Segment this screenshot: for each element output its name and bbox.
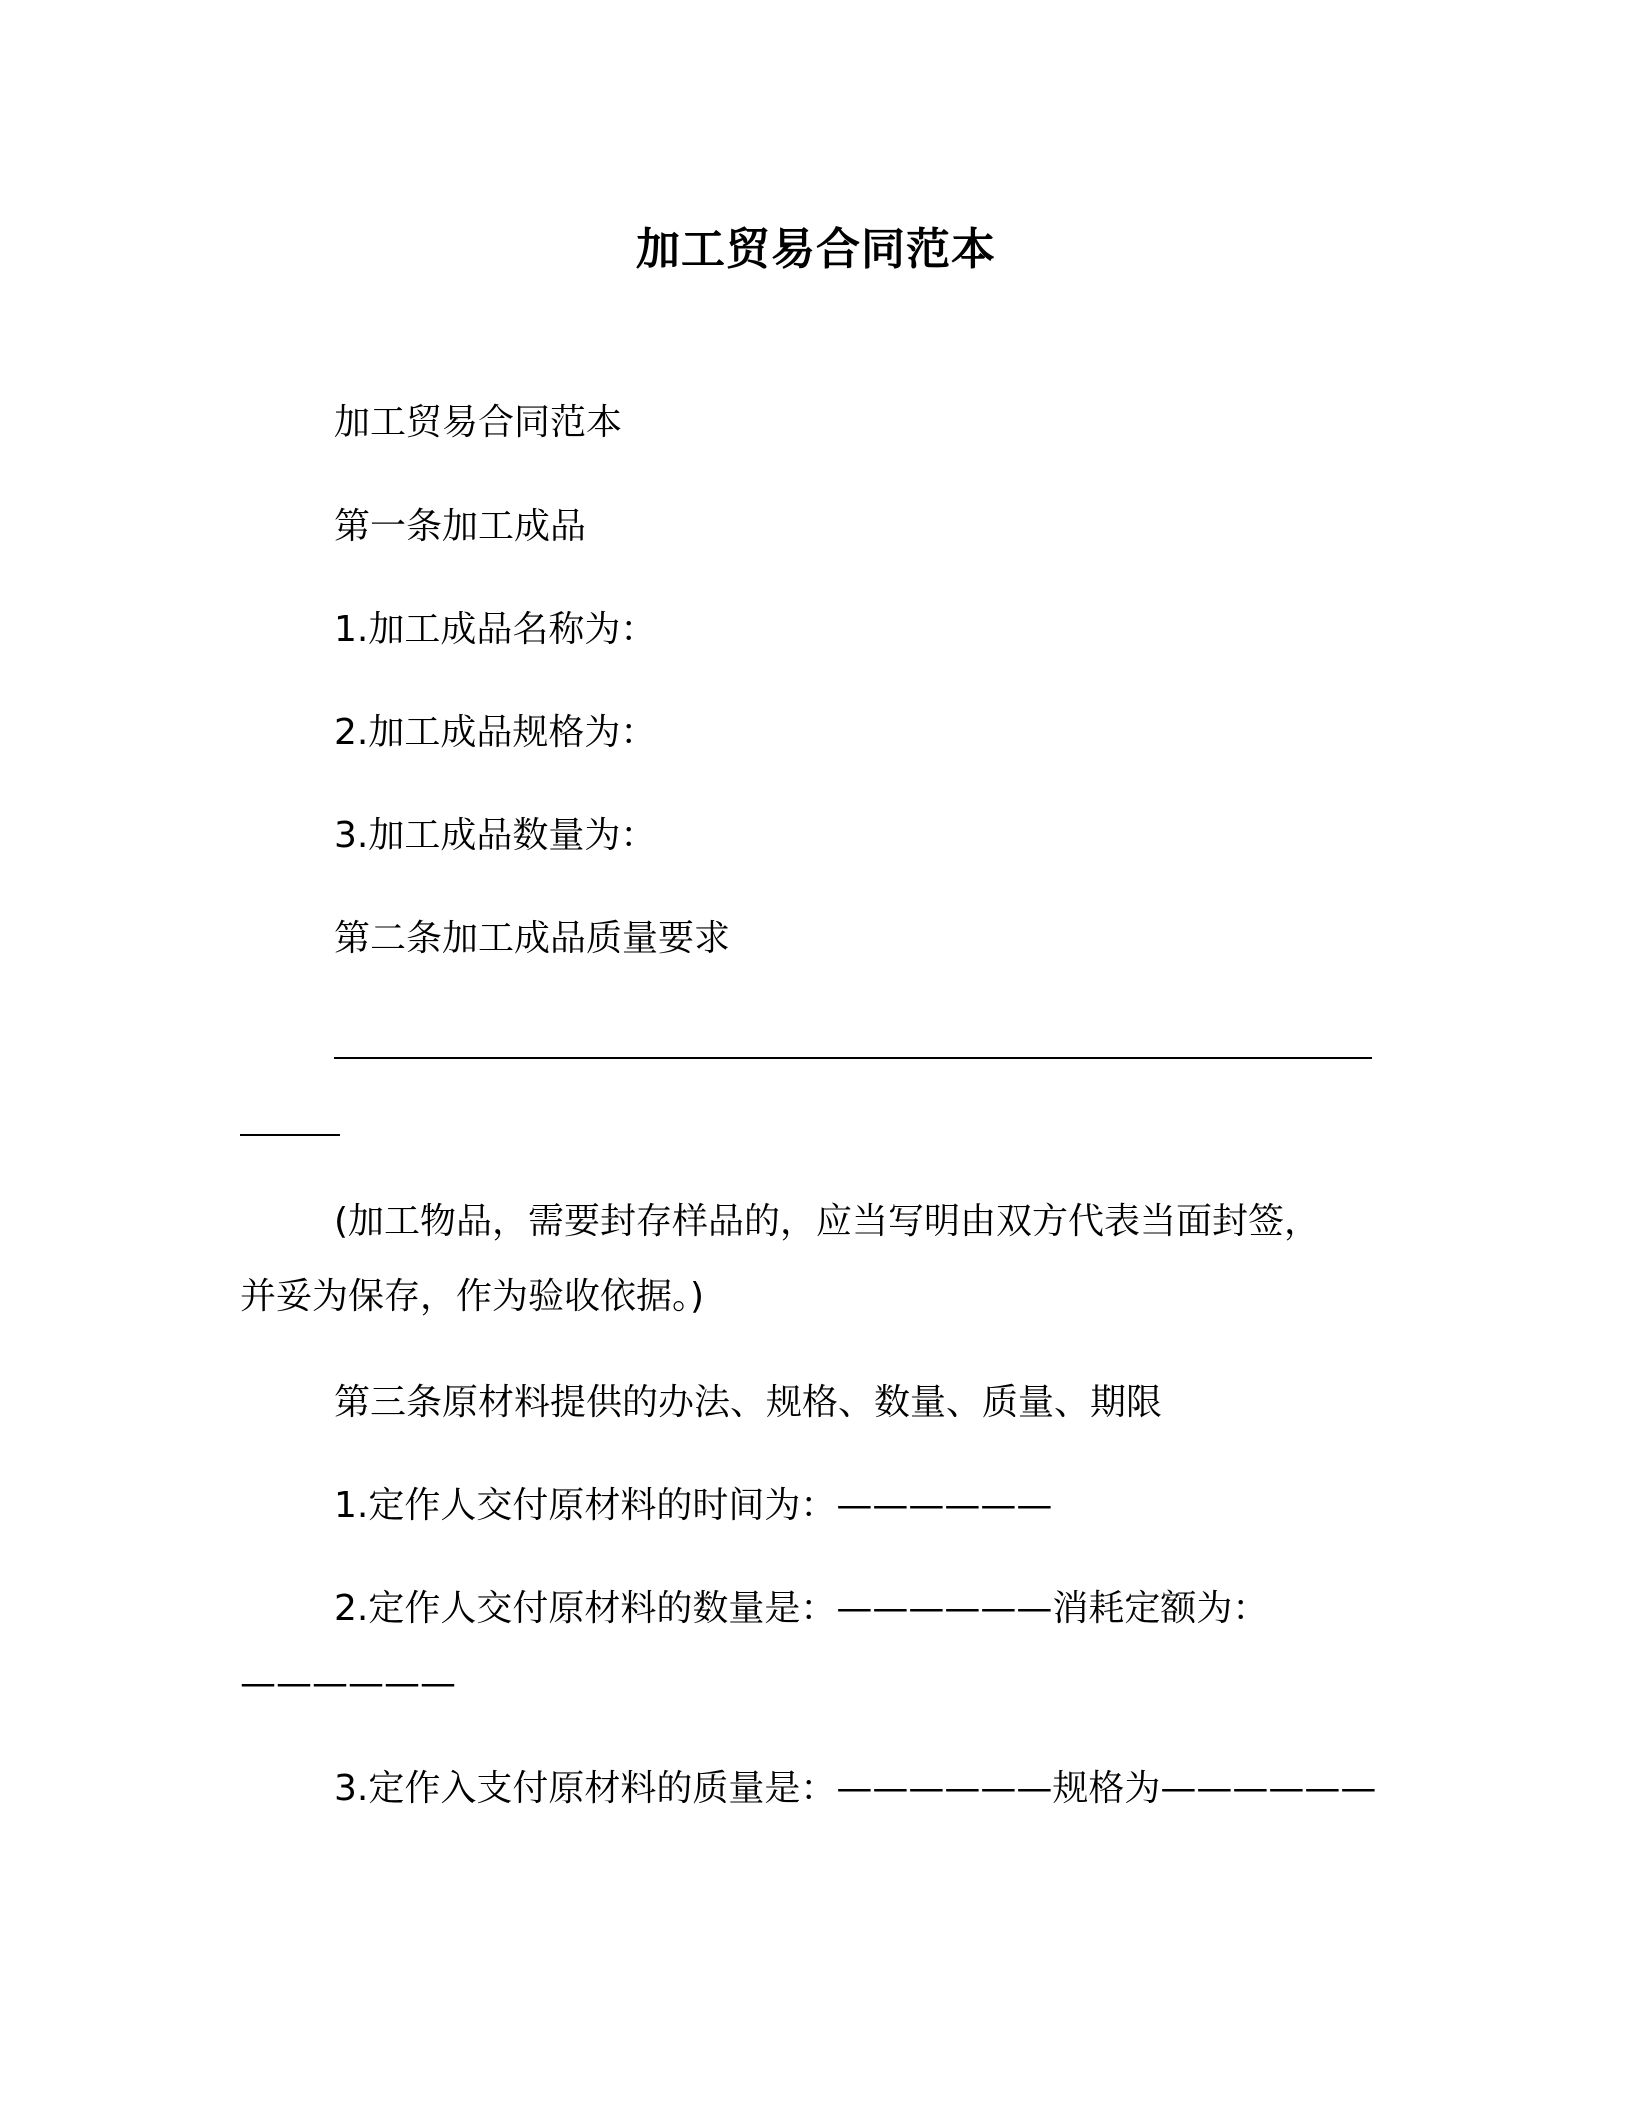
article-2-note-line-2: 并妥为保存，作为验收依据。) [240, 1276, 705, 1317]
blank-fill-line-continued [240, 1134, 340, 1136]
document-title: 加工贸易合同范本 [636, 224, 996, 275]
article-2-note-line-1: (加工物品，需要封存样品的，应当写明由双方代表当面封签， [334, 1201, 1321, 1242]
contract-heading: 加工贸易合同范本 [334, 402, 623, 443]
article-3-item-2-continued: —————— [240, 1663, 456, 1704]
article-1-item-1: 1.加工成品名称为： [334, 609, 657, 650]
article-3-item-2: 2.定作人交付原材料的数量是：——————消耗定额为： [334, 1588, 1269, 1629]
article-1-heading: 第一条加工成品 [334, 506, 587, 547]
article-3-item-1: 1.定作人交付原材料的时间为：—————— [334, 1485, 1053, 1526]
blank-fill-line [334, 1057, 1372, 1059]
article-3-item-3: 3.定作入支付原材料的质量是：——————规格为—————— [334, 1768, 1377, 1809]
article-1-item-3: 3.加工成品数量为： [334, 815, 657, 856]
article-3-heading: 第三条原材料提供的办法、规格、数量、质量、期限 [334, 1382, 1163, 1423]
article-2-heading: 第二条加工成品质量要求 [334, 918, 731, 959]
article-1-item-2: 2.加工成品规格为： [334, 712, 657, 753]
